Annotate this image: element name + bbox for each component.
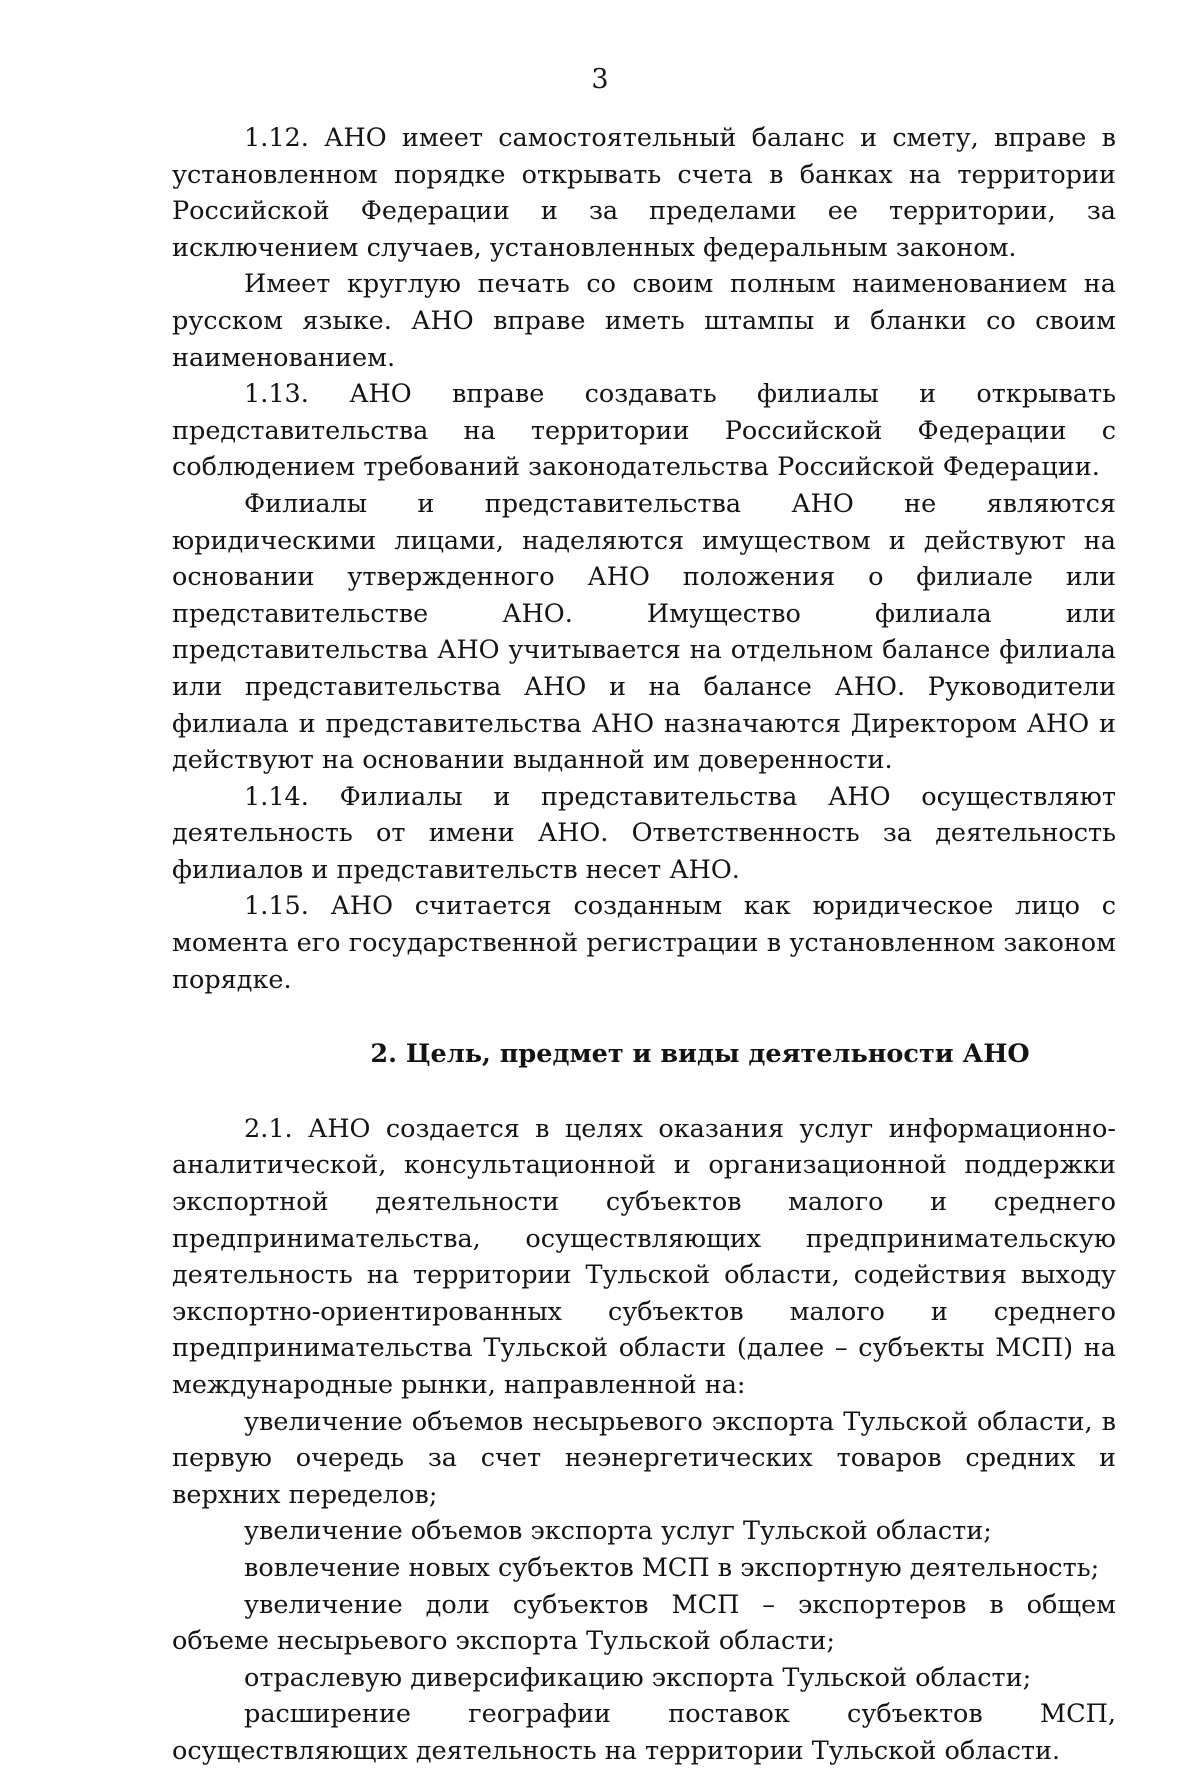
document-body (172, 120, 1116, 1770)
paragraph-branches: Филиалы и представительства АНО не являются юридическими лицами, наделяются имуществом и действуют на основании утвержденного АНО положения о филиале или представительстве АНО. Имущество филиала или представительства АНО учитывается на отдельном балансе филиала или представительства АНО и на балансе АНО. Руководители филиала и представительства АНО назначаются Директором АНО и действуют на основании выданной им доверенности. (172, 488, 1116, 776)
section-heading: 2. Цель, предмет и виды деятельности АНО (370, 1039, 1030, 1070)
list-item-diversification: отраслевую диверсификацию экспорта Тульской области; (244, 1662, 1032, 1693)
paragraph-1-14: 1.14. Филиалы и представительства АНО осуществляют деятельность от имени АНО. Ответственность за деятельность филиалов и представительств несет АНО. (172, 781, 1116, 885)
list-item-services-export: увеличение объемов экспорта услуг Тульской области; (244, 1516, 992, 1547)
list-item-new-sme: вовлечение новых субъектов МСП в экспортную деятельность; (244, 1552, 1100, 1583)
paragraph-2-1: 2.1. АНО создается в целях оказания услуг информационно-аналитической, консультационной и организационной поддержки экспортной деятельности субъектов малого и среднего предпринимательства, осуществляющих предпринимательскую деятельность на территории Тульской области, содействия выходу экспортно-ориентированных субъектов малого и среднего предпринимательства Тульской области (далее – субъекты МСП) на международные рынки, направленной на: (172, 1113, 1116, 1400)
list-item-nonresource-export: увеличение объемов несырьевого экспорта Тульской области, в первую очередь за счет неэнергетических товаров средних и верхних переделов; (172, 1406, 1116, 1510)
list-item-sme-share: увеличение доли субъектов МСП – экспортеров в общем объеме несырьевого экспорта Тульской области; (172, 1589, 1116, 1657)
paragraph-1-15: 1.15. АНО считается созданным как юридическое лицо с момента его государственной регистрации в установленном законом порядке. (172, 891, 1116, 995)
paragraph-1-13: 1.13. АНО вправе создавать филиалы и открывать представительства на территории Российской Федерации с соблюдением требований законодательства Российской Федерации. (172, 379, 1116, 483)
paragraph-1-12: 1.12. АНО имеет самостоятельный баланс и смету, вправе в установленном порядке открывать счета в банках на территории Российской Федерации и за пределами ее территории, за исключением случаев, установленных федеральным законом. (172, 123, 1116, 263)
paragraph-seal: Имеет круглую печать со своим полным наименованием на русском языке. АНО вправе иметь штампы и бланки со своим наименованием. (172, 269, 1116, 373)
page-number: 3 (591, 64, 609, 95)
list-item-geography: расширение географии поставок субъектов МСП, осуществляющих деятельность на территории Тульской области. (172, 1699, 1116, 1766)
